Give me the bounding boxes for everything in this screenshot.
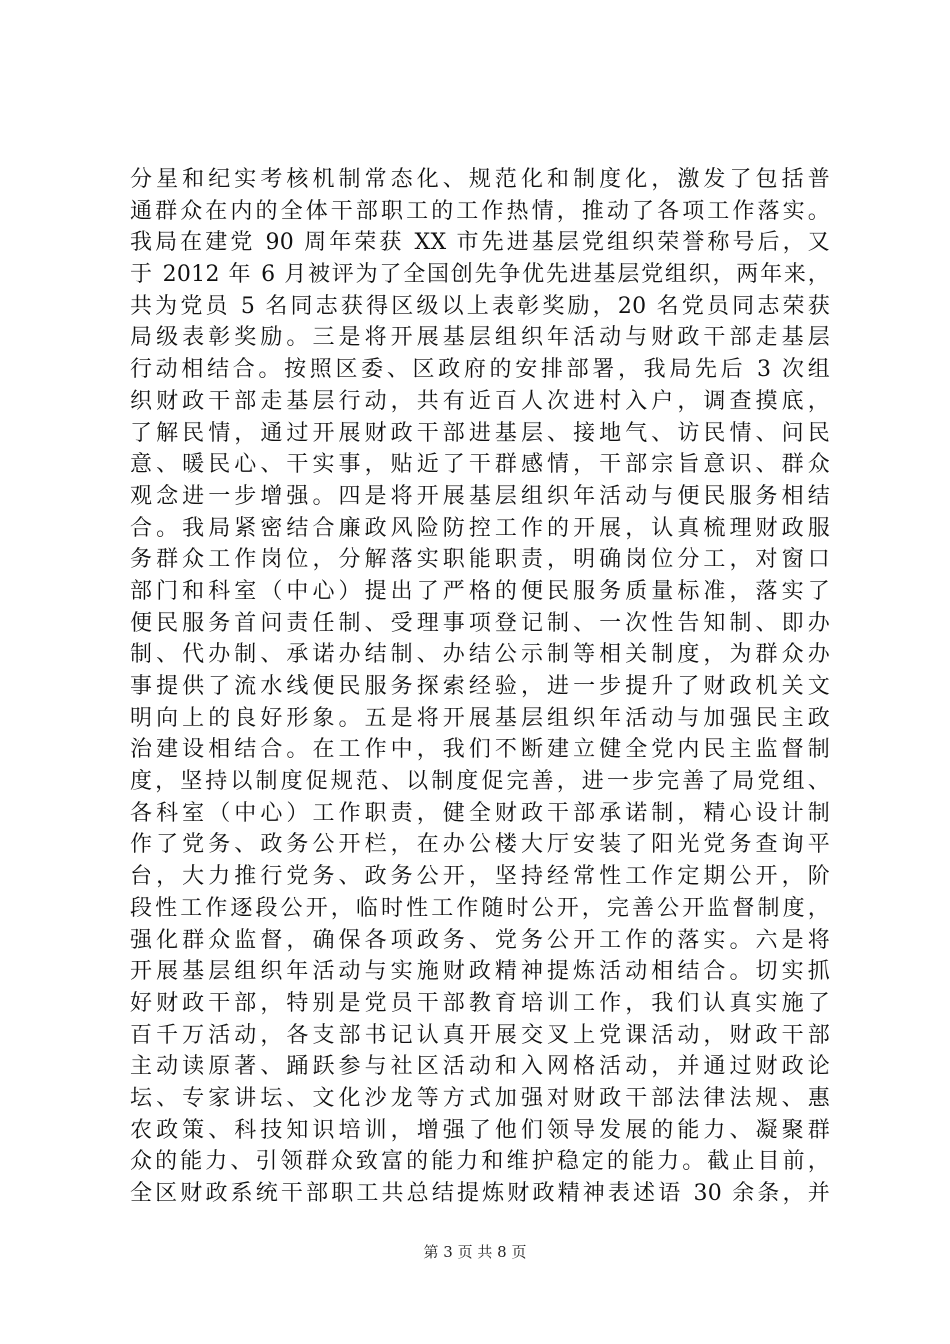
text-line: 好财政干部，特别是党员干部教育培训工作，我们认真实施了 [130,990,830,1016]
text-line: 段性工作逐段公开，临时性工作随时公开，完善公开监督制度， [130,895,830,921]
text-line: 织财政干部走基层行动，共有近百人次进村入户，调查摸底， [130,388,830,414]
text-line: 局级表彰奖励。三是将开展基层组织年活动与财政干部走基层 [130,325,830,351]
text-line: 于 2012 年 6 月被评为了全国创先争优先进基层党组织，两年来， [130,262,830,288]
text-line: 主动读原著、踊跃参与社区活动和入网格活动，并通过财政论 [130,1054,830,1080]
text-line: 便民服务首问责任制、受理事项登记制、一次性告知制、即办 [130,610,830,636]
text-line: 百千万活动，各支部书记认真开展交叉上党课活动，财政干部 [130,1022,830,1048]
text-line: 分星和纪实考核机制常态化、规范化和制度化，激发了包括普 [130,167,830,192]
text-line: 事提供了流水线便民服务探索经验，进一步提升了财政机关文 [130,674,830,699]
text-line: 了解民情，通过开展财政干部进基层、接地气、访民情、问民 [130,420,830,446]
text-line: 众的能力、引领群众致富的能力和维护稳定的能力。截止目前， [130,1149,830,1175]
text-line: 各科室（中心）工作职责，健全财政干部承诺制，精心设计制 [130,800,830,826]
text-line: 坛、专家讲坛、文化沙龙等方式加强对财政干部法律法规、惠 [130,1085,830,1111]
text-line: 意、暖民心、干实事，贴近了干群感情，干部宗旨意识、群众 [130,452,830,478]
text-line: 共为党员 5 名同志获得区级以上表彰奖励，20 名党员同志荣获 [130,293,830,319]
text-line: 通群众在内的全体干部职工的工作热情，推动了各项工作落实。 [130,198,830,224]
text-line: 行动相结合。按照区委、区政府的安排部署，我局先后 3 次组 [130,357,830,383]
text-line: 制、代办制、承诺办结制、办结公示制等相关制度，为群众办 [130,642,830,668]
page-number-footer: 第 3 页 共 8 页 [423,1243,527,1261]
text-line: 台，大力推行党务、政务公开，坚持经常性工作定期公开，阶 [130,864,830,890]
text-line: 农政策、科技知识培训，增强了他们领导发展的能力、凝聚群 [130,1117,830,1143]
text-line: 我局在建党 90 周年荣获 XX 市先进基层党组织荣誉称号后，又 [130,230,830,256]
text-line: 明向上的良好形象。五是将开展基层组织年活动与加强民主政 [130,705,830,731]
text-line: 度，坚持以制度促规范、以制度促完善，进一步完善了局党组、 [130,769,830,795]
text-line: 观念进一步增强。四是将开展基层组织年活动与便民服务相结 [130,483,830,509]
text-line: 开展基层组织年活动与实施财政精神提炼活动相结合。切实抓 [130,959,830,985]
body-text [130,164,830,1210]
text-line: 合。我局紧密结合廉政风险防控工作的开展，认真梳理财政服 [130,515,830,541]
text-line: 强化群众监督，确保各项政务、党务公开工作的落实。六是将 [130,927,830,953]
text-line: 务群众工作岗位，分解落实职能职责，明确岗位分工，对窗口 [130,547,830,573]
text-line: 部门和科室（中心）提出了严格的便民服务质量标准，落实了 [130,578,830,604]
text-line: 作了党务、政务公开栏，在办公楼大厅安装了阳光党务查询平 [130,832,830,858]
text-line: 全区财政系统干部职工共总结提炼财政精神表述语 30 余条，并 [130,1181,830,1206]
text-line: 治建设相结合。在工作中，我们不断建立健全党内民主监督制 [130,737,830,763]
